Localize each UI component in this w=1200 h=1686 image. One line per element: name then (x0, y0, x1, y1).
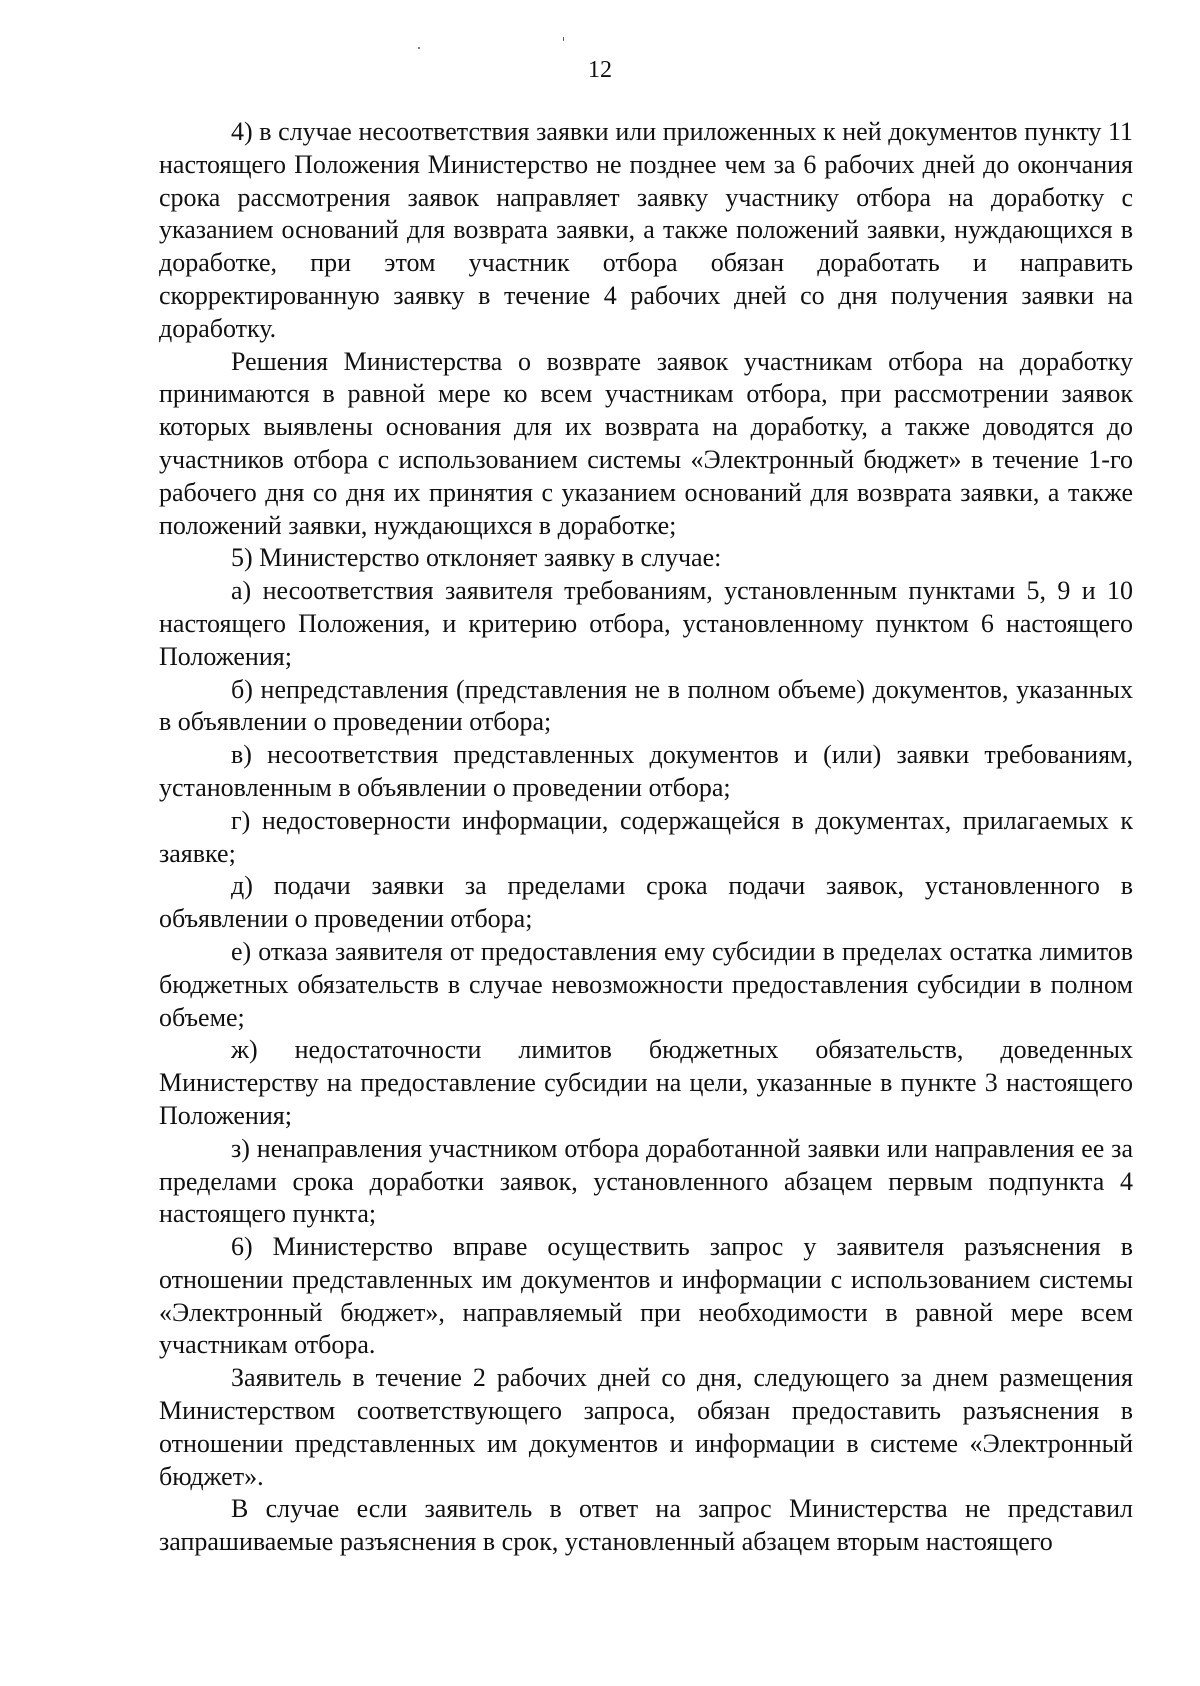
paragraph-applicant-response: Заявитель в течение 2 рабочих дней со дня, следующего за днем размещения Министерством соответствующего запроса, обязан предоставить разъяснения в отношении представленных им документов и информации в системе «Электронный бюджет». (159, 1363, 1133, 1491)
paragraph-subitem-6: 6) Министерство вправе осуществить запрос у заявителя разъяснения в отношении представленных им документов и информации с использованием системы «Электронный бюджет», направляемый при необходимости в равной мере всем участникам отбора. (159, 1232, 1133, 1360)
paragraph-subitem-4: 4) в случае несоответствия заявки или приложенных к ней документов пункту 11 настоящего Положения Министерство не позднее чем за 6 рабочих дней до окончания срока рассмотрения заявок направляет заявку участнику отбора на доработку с указанием оснований для возврата заявки, а также положений заявки, нуждающихся в доработке, при этом участник отбора обязан доработать и направить скорректированную заявку в течение 4 рабочих дней со дня получения заявки на доработку. (159, 117, 1133, 343)
paragraph-item-z: з) ненаправления участником отбора доработанной заявки или направления ее за пределами срока доработки заявок, установленного абзацем первым подпункта 4 настоящего пункта; (159, 1133, 1133, 1229)
scan-speck (418, 47, 420, 49)
paragraph-no-response: В случае если заявитель в ответ на запрос Министерства не представил запрашиваемые разъяснения в срок, установленный абзацем вторым настоящего (159, 1494, 1133, 1557)
document-body (159, 116, 1133, 1559)
paragraph-item-g: г) недостоверности информации, содержащейся в документах, прилагаемых к заявке; (159, 805, 1133, 868)
scan-speck (563, 37, 564, 41)
paragraph-item-e: е) отказа заявителя от предоставления ему субсидии в пределах остатка лимитов бюджетных обязательств в случае невозможности предоставления субсидии в полном объеме; (159, 936, 1133, 1032)
paragraph-item-d: д) подачи заявки за пределами срока подачи заявок, установленного в объявлении о проведении отбора; (159, 871, 1133, 934)
paragraph-item-v: в) несоответствия представленных документов и (или) заявки требованиям, установленным в объявлении о проведении отбора; (159, 740, 1133, 802)
paragraph-return-decisions: Решения Министерства о возврате заявок участникам отбора на доработку принимаются в равной мере ко всем участникам отбора, при рассмотрении заявок которых выявлены основания для их возврата на доработку, а также доводятся до участников отбора с использованием системы «Электронный бюджет» в течение 1-го рабочего дня со дня их принятия с указанием оснований для возврата заявки, а также положений заявки, нуждающихся в доработке; (159, 346, 1133, 540)
page-number: 12 (588, 57, 612, 83)
paragraph-subitem-5: 5) Министерство отклоняет заявку в случае: (231, 543, 722, 573)
paragraph-item-zh: ж) недостаточности лимитов бюджетных обязательств, доведенных Министерству на предоставление субсидии на цели, указанные в пункте 3 настоящего Положения; (159, 1035, 1133, 1130)
paragraph-item-a: а) несоответствия заявителя требованиям, установленным пунктами 5, 9 и 10 настоящего Положения, и критерию отбора, установленному пунктом 6 настоящего Положения; (159, 576, 1133, 671)
paragraph-item-b: б) непредставления (представления не в полном объеме) документов, указанных в объявлении о проведении отбора; (159, 674, 1133, 737)
